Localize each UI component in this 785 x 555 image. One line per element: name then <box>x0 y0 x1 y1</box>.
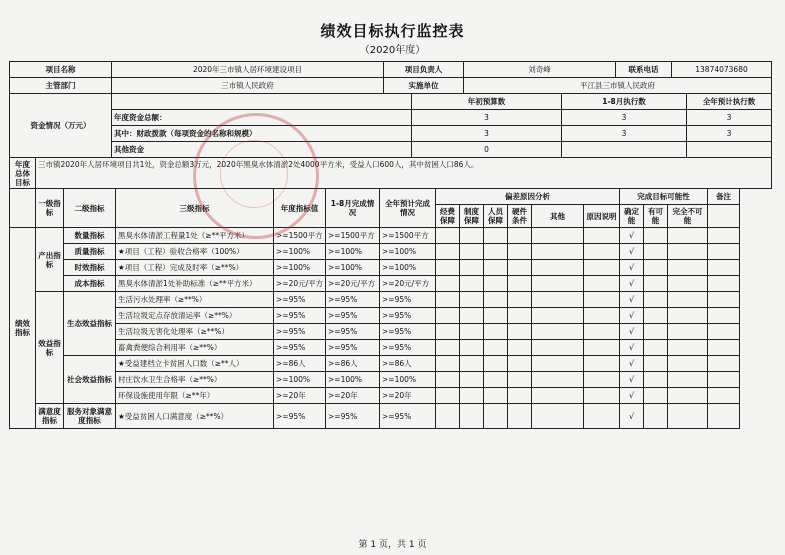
possibility-cell <box>644 260 668 276</box>
deviation-cell <box>484 372 508 388</box>
deviation-cell <box>484 292 508 308</box>
project-name-label: 项目名称 <box>10 62 112 78</box>
deviation-cell <box>460 356 484 372</box>
possibility-cell <box>668 292 708 308</box>
deviation-cell <box>460 372 484 388</box>
possibility-cell <box>644 244 668 260</box>
deviation-cell <box>584 292 620 308</box>
table-row <box>10 340 772 356</box>
deviation-cell <box>436 404 460 429</box>
deviation-cell <box>508 388 532 404</box>
possibility-cell <box>668 260 708 276</box>
group-output: 产出指标 <box>36 228 64 292</box>
deviation-cell <box>484 388 508 404</box>
deviation-cell <box>532 244 584 260</box>
forecast-value: >=95% <box>380 308 436 324</box>
possibility-cell <box>668 276 708 292</box>
possibility-cell <box>644 388 668 404</box>
dept-label: 主管部门 <box>10 78 112 94</box>
deviation-cell <box>460 308 484 324</box>
phone-label: 联系电话 <box>616 62 672 78</box>
note-cell <box>708 308 740 324</box>
deviation-cell <box>584 324 620 340</box>
check-certain: √ <box>620 372 644 388</box>
possibility-cell <box>668 404 708 429</box>
deviation-cell <box>584 244 620 260</box>
note-cell <box>708 404 740 429</box>
deviation-cell <box>460 244 484 260</box>
deviation-cell <box>532 340 584 356</box>
deviation-cell <box>436 388 460 404</box>
deviation-cell <box>584 356 620 372</box>
table-row <box>10 324 772 340</box>
funds-budget: 0 <box>412 142 562 158</box>
deviation-cell <box>584 340 620 356</box>
deviation-cell <box>460 260 484 276</box>
deviation-cell <box>484 340 508 356</box>
deviation-cell <box>584 276 620 292</box>
check-certain: √ <box>620 292 644 308</box>
funds-exec <box>562 142 687 158</box>
level3-indicator: 黑臭水体清淤工程量1处（≥**平方米） <box>116 228 274 244</box>
unit-label: 实施单位 <box>384 78 464 94</box>
check-certain: √ <box>620 404 644 429</box>
funds-forecast: 3 <box>687 110 772 126</box>
level3-indicator: 生活垃圾定点存放清运率（≥**%） <box>116 308 274 324</box>
deviation-cell <box>436 372 460 388</box>
header-note: 备注 <box>708 189 740 205</box>
header-level2: 二级指标 <box>64 189 116 228</box>
deviation-cell <box>436 340 460 356</box>
table-row <box>10 356 772 372</box>
progress-value: >=86人 <box>326 356 380 372</box>
deviation-cell <box>460 276 484 292</box>
target-value: >=95% <box>274 340 326 356</box>
funds-row-label: 其他资金 <box>112 142 412 158</box>
level2-label: 时效指标 <box>64 260 116 276</box>
header-possibility: 完成目标可能性 <box>620 189 708 205</box>
check-certain: √ <box>620 324 644 340</box>
level2-label: 成本指标 <box>64 276 116 292</box>
check-certain: √ <box>620 340 644 356</box>
deviation-cell <box>532 276 584 292</box>
note-cell <box>708 372 740 388</box>
official-seal <box>193 113 319 239</box>
possibility-cell <box>644 292 668 308</box>
table-row <box>10 244 772 260</box>
progress-value: >=95% <box>326 324 380 340</box>
dev-col-other: 其他 <box>532 205 584 228</box>
header-forecast: 全年预计完成情况 <box>380 189 436 228</box>
possibility-cell <box>644 276 668 292</box>
dev-col-system: 制度保障 <box>460 205 484 228</box>
forecast-value: >=20元/平方 <box>380 276 436 292</box>
dev-col-hardware: 硬件条件 <box>508 205 532 228</box>
note-cell <box>708 292 740 308</box>
col-exec: 1-8月执行数 <box>562 94 687 110</box>
funds-exec: 3 <box>562 110 687 126</box>
deviation-cell <box>436 276 460 292</box>
deviation-cell <box>508 292 532 308</box>
deviation-cell <box>484 356 508 372</box>
deviation-cell <box>584 404 620 429</box>
deviation-cell <box>484 228 508 244</box>
funds-forecast: 3 <box>687 126 772 142</box>
deviation-cell <box>484 324 508 340</box>
possibility-cell <box>644 228 668 244</box>
progress-value: >=100% <box>326 244 380 260</box>
check-certain: √ <box>620 356 644 372</box>
target-value: >=100% <box>274 244 326 260</box>
deviation-cell <box>532 292 584 308</box>
table-row <box>10 276 772 292</box>
col-budget: 年初预算数 <box>412 94 562 110</box>
note-cell <box>708 244 740 260</box>
target-value: >=20元/平方 <box>274 276 326 292</box>
possibility-cell <box>668 372 708 388</box>
funds-label: 资金情况（万元） <box>10 94 112 158</box>
note-cell <box>708 260 740 276</box>
deviation-cell <box>508 356 532 372</box>
target-value: >=86人 <box>274 356 326 372</box>
possibility-cell <box>668 228 708 244</box>
deviation-cell <box>584 308 620 324</box>
check-certain: √ <box>620 276 644 292</box>
check-certain: √ <box>620 308 644 324</box>
dev-col-fund: 经费保障 <box>436 205 460 228</box>
deviation-cell <box>460 388 484 404</box>
project-name-value: 2020年三市镇人居环境建设项目 <box>112 62 384 78</box>
deviation-cell <box>508 372 532 388</box>
possibility-cell <box>668 356 708 372</box>
note-cell <box>708 388 740 404</box>
deviation-cell <box>532 388 584 404</box>
deviation-cell <box>484 260 508 276</box>
target-value: >=100% <box>274 372 326 388</box>
goal-text: 三市镇2020年人居环境项目共1处，资金总额3万元，2020年黑臭水体清淤2处4000平方米，受益人口600人，其中贫困人口86人。 <box>36 158 772 189</box>
deviation-cell <box>584 372 620 388</box>
table-row <box>10 292 772 308</box>
check-certain: √ <box>620 260 644 276</box>
forecast-value: >=95% <box>380 324 436 340</box>
deviation-cell <box>508 276 532 292</box>
deviation-cell <box>460 340 484 356</box>
deviation-cell <box>532 404 584 429</box>
poss-col-impossible: 完全不可能 <box>668 205 708 228</box>
deviation-cell <box>460 404 484 429</box>
target-value: >=95% <box>274 404 326 429</box>
level3-indicator: 村庄饮水卫生合格率（≥**%） <box>116 372 274 388</box>
table-row <box>10 388 772 404</box>
deviation-cell <box>436 292 460 308</box>
funds-table <box>9 93 772 158</box>
target-value: >=95% <box>274 292 326 308</box>
phone-value: 13874073680 <box>672 62 772 78</box>
dev-col-reason: 原因说明 <box>584 205 620 228</box>
poss-col-certain: 确定能 <box>620 205 644 228</box>
forecast-value: >=20年 <box>380 388 436 404</box>
progress-value: >=95% <box>326 404 380 429</box>
group-benefit: 效益指标 <box>36 292 64 404</box>
deviation-cell <box>508 244 532 260</box>
deviation-cell <box>460 324 484 340</box>
note-cell <box>708 228 740 244</box>
forecast-value: >=1500平方 <box>380 228 436 244</box>
group-eco: 生态效益指标 <box>64 292 116 356</box>
note-cell <box>708 356 740 372</box>
level3-indicator: 生活污水处理率（≥**%） <box>116 292 274 308</box>
deviation-cell <box>436 356 460 372</box>
indicator-table <box>9 188 772 429</box>
forecast-value: >=100% <box>380 244 436 260</box>
deviation-cell <box>436 244 460 260</box>
unit-value: 平江县三市镇人民政府 <box>464 78 772 94</box>
target-value: >=100% <box>274 260 326 276</box>
header-level3: 三级指标 <box>116 189 274 228</box>
header-deviation: 偏差原因分析 <box>436 189 620 205</box>
possibility-cell <box>668 308 708 324</box>
group-service: 服务对象满意度指标 <box>64 404 116 429</box>
funds-budget: 3 <box>412 110 562 126</box>
deviation-cell <box>436 260 460 276</box>
deviation-cell <box>460 228 484 244</box>
possibility-cell <box>644 404 668 429</box>
deviation-cell <box>532 324 584 340</box>
col-forecast: 全年预计执行数 <box>687 94 772 110</box>
deviation-cell <box>532 356 584 372</box>
table-row <box>10 372 772 388</box>
goal-table <box>9 157 772 189</box>
target-value: >=20年 <box>274 388 326 404</box>
document-title: 绩效目标执行监控表 <box>320 22 465 40</box>
group-satisfaction: 满意度指标 <box>36 404 64 429</box>
owner-label: 项目负责人 <box>384 62 464 78</box>
deviation-cell <box>532 260 584 276</box>
deviation-cell <box>460 292 484 308</box>
possibility-cell <box>644 340 668 356</box>
possibility-cell <box>644 356 668 372</box>
level3-indicator: 黑臭水体清淤1处补助标准（≥**平方米） <box>116 276 274 292</box>
deviation-cell <box>508 228 532 244</box>
deviation-cell <box>584 228 620 244</box>
funds-row-label: 年度资金总额： <box>112 110 412 126</box>
target-value: >=95% <box>274 308 326 324</box>
deviation-cell <box>508 324 532 340</box>
level3-indicator: 生活垃圾无害化处理率（≥**%） <box>116 324 274 340</box>
note-cell <box>708 324 740 340</box>
indicator-rows <box>10 228 772 429</box>
deviation-cell <box>484 308 508 324</box>
document-subtitle: （2020年度） <box>359 45 426 56</box>
check-certain: √ <box>620 228 644 244</box>
group-social: 社会效益指标 <box>64 356 116 404</box>
note-cell <box>708 340 740 356</box>
target-value: >=1500平方 <box>274 228 326 244</box>
deviation-cell <box>484 276 508 292</box>
dept-value: 三市镇人民政府 <box>112 78 384 94</box>
perf-indicator-group: 绩效指标 <box>10 228 36 429</box>
deviation-cell <box>508 404 532 429</box>
goal-label: 年度总体目标 <box>10 158 36 189</box>
funds-budget: 3 <box>412 126 562 142</box>
level3-indicator: 环保设施使用年限（≥**年） <box>116 388 274 404</box>
possibility-cell <box>644 324 668 340</box>
level3-indicator: ★项目（工程）完成及时率（≥**%） <box>116 260 274 276</box>
header-target: 年度指标值 <box>274 189 326 228</box>
perf-indicator-header-cell <box>10 189 36 228</box>
forecast-value: >=100% <box>380 372 436 388</box>
deviation-cell <box>484 244 508 260</box>
progress-value: >=20元/平方 <box>326 276 380 292</box>
table-row <box>10 228 772 244</box>
funds-exec: 3 <box>562 126 687 142</box>
funds-forecast <box>687 142 772 158</box>
table-row <box>10 308 772 324</box>
poss-col-possible: 有可能 <box>644 205 668 228</box>
deviation-cell <box>532 228 584 244</box>
forecast-value: >=100% <box>380 260 436 276</box>
deviation-cell <box>508 340 532 356</box>
level2-label: 数量指标 <box>64 228 116 244</box>
forecast-value: >=86人 <box>380 356 436 372</box>
check-certain: √ <box>620 388 644 404</box>
possibility-cell <box>644 308 668 324</box>
header-level1: 一级指标 <box>36 189 64 228</box>
progress-value: >=100% <box>326 260 380 276</box>
header-progress: 1-8月完成情况 <box>326 189 380 228</box>
deviation-cell <box>532 372 584 388</box>
progress-value: >=20年 <box>326 388 380 404</box>
deviation-cell <box>436 228 460 244</box>
possibility-cell <box>668 324 708 340</box>
possibility-cell <box>644 372 668 388</box>
deviation-cell <box>508 308 532 324</box>
level3-indicator: 畜禽粪便综合利用率（≥**%） <box>116 340 274 356</box>
level3-indicator: ★项目（工程）验收合格率（100%） <box>116 244 274 260</box>
forecast-value: >=95% <box>380 340 436 356</box>
table-row <box>10 404 772 429</box>
info-table <box>9 61 772 94</box>
level3-indicator: ★受益建档立卡贫困人口数（≥**人） <box>116 356 274 372</box>
deviation-cell <box>436 324 460 340</box>
deviation-cell <box>584 260 620 276</box>
table-row <box>10 260 772 276</box>
possibility-cell <box>668 340 708 356</box>
note-cell <box>708 276 740 292</box>
level3-indicator: ★受益贫困人口满意度（≥**%） <box>116 404 274 429</box>
deviation-cell <box>508 260 532 276</box>
progress-value: >=95% <box>326 292 380 308</box>
possibility-cell <box>668 244 708 260</box>
funds-row-label: 其中：财政拨款（每项资金的名称和规模） <box>112 126 412 142</box>
level2-label: 质量指标 <box>64 244 116 260</box>
forecast-value: >=95% <box>380 404 436 429</box>
progress-value: >=1500平方 <box>326 228 380 244</box>
deviation-cell <box>436 308 460 324</box>
progress-value: >=100% <box>326 372 380 388</box>
possibility-cell <box>668 388 708 404</box>
monitor-sheet <box>9 61 771 429</box>
deviation-cell <box>584 388 620 404</box>
check-certain: √ <box>620 244 644 260</box>
target-value: >=95% <box>274 324 326 340</box>
page-footer: 第 1 页，共 1 页 <box>358 540 427 550</box>
forecast-value: >=95% <box>380 292 436 308</box>
progress-value: >=95% <box>326 308 380 324</box>
deviation-cell <box>532 308 584 324</box>
owner-value: 刘奇峰 <box>464 62 616 78</box>
dev-col-staff: 人员保障 <box>484 205 508 228</box>
deviation-cell <box>484 404 508 429</box>
progress-value: >=95% <box>326 340 380 356</box>
